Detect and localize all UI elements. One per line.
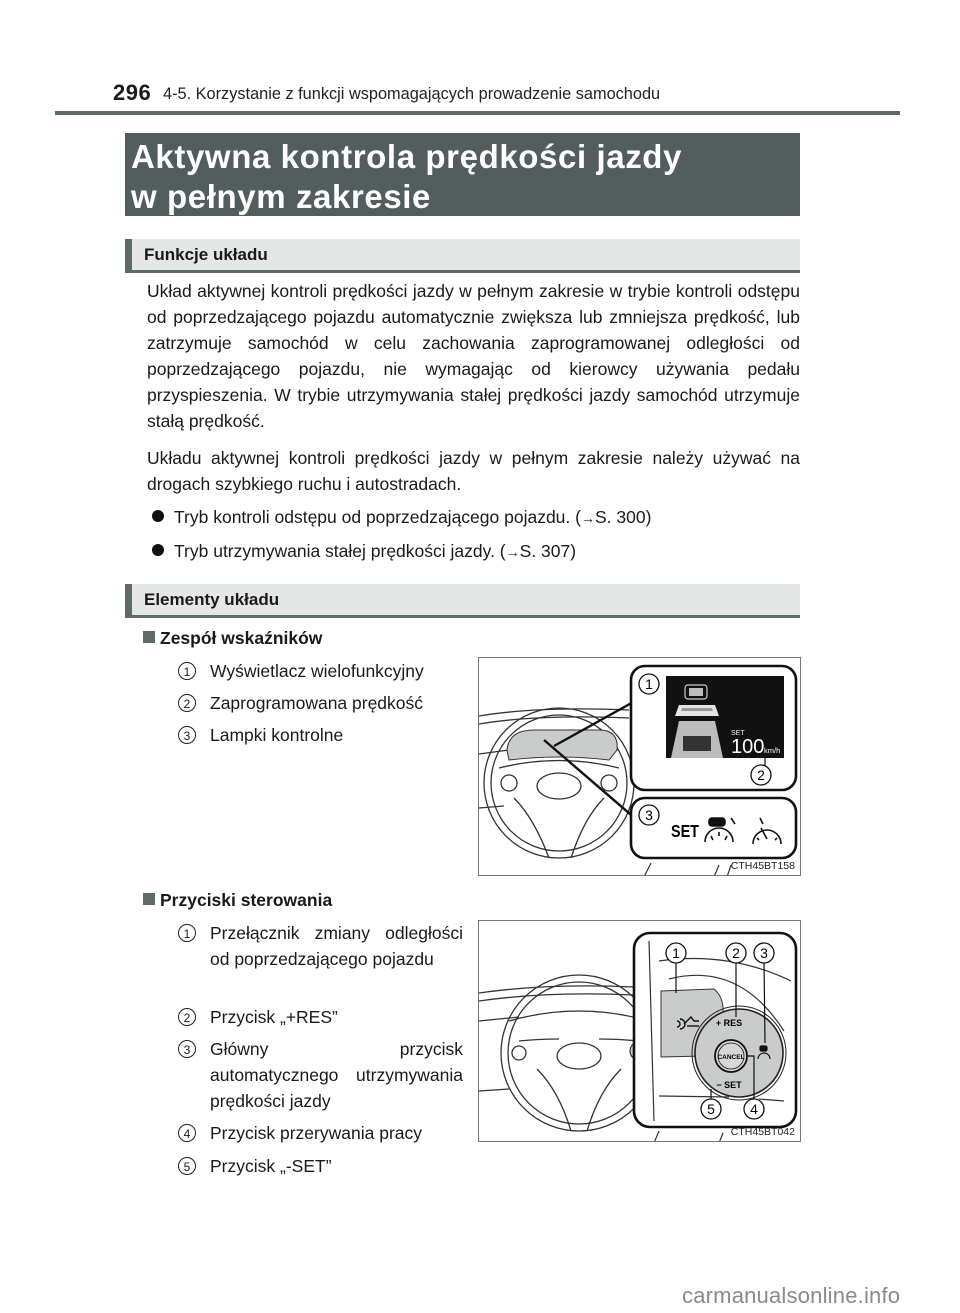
bullet-item (152, 504, 651, 531)
list-item (178, 658, 463, 684)
circled-number-icon: 3 (178, 726, 196, 744)
arrow-right-icon: → (505, 544, 520, 560)
page-title-line-2: w pełnym zakresie (131, 178, 432, 215)
section-heading-elementy (125, 584, 800, 618)
figure-code: CTH45BT042 (730, 1126, 795, 1138)
paragraph-usage: Układu aktywnej kontroli prędkości jazdy w pełnym zakresie należy używać na drogach szybkiego ruchu i autostradach. (147, 448, 800, 494)
subheading-label: Zespół wskaźników (160, 628, 323, 648)
callout-number: 2 (757, 767, 765, 783)
bullet-item (152, 538, 576, 565)
item-label: Przycisk przerywania pracy (210, 1123, 422, 1143)
running-title: 4-5. Korzystanie z funkcji wspomagających prowadzenie samochodu (163, 84, 661, 103)
subheading-control-buttons (143, 890, 332, 911)
steering-wheel-cluster-illustration (479, 658, 801, 876)
subheading-label: Przyciski sterowania (160, 890, 333, 910)
page-header (0, 0, 960, 116)
display-set-speed: 100 (731, 736, 765, 758)
item-label: Główny przycisk automatycznego utrzymywania prędkości jazdy (210, 1039, 463, 1111)
subheading-instrument-cluster (143, 628, 322, 649)
page-reference-link[interactable]: S. 300) (594, 507, 652, 527)
item-label: Lampki kontrolne (210, 725, 344, 745)
circled-number-icon: 1 (178, 662, 196, 680)
callout-number: 3 (760, 945, 768, 961)
list-item (178, 1004, 463, 1030)
item-label: Wyświetlacz wielofunkcyjny (210, 661, 424, 681)
item-label: Przycisk „-SET” (210, 1156, 332, 1176)
list-item (178, 1120, 463, 1146)
square-bullet-icon (143, 893, 155, 905)
watermark: carmanualsonline.info (682, 1283, 901, 1308)
circled-number-icon: 5 (178, 1157, 196, 1175)
callout-number: 1 (645, 676, 653, 692)
figure-control-buttons (478, 920, 801, 1142)
square-bullet-icon (143, 631, 155, 643)
display-speed-unit: km/h (764, 746, 781, 755)
cancel-button-label[interactable]: CANCEL (717, 1054, 745, 1061)
bullet-dot-icon (152, 544, 164, 556)
item-label: Zaprogramowana prędkość (210, 693, 424, 713)
list-item (178, 1036, 463, 1114)
page-title-line-1: Aktywna kontrola prędkości jazdy (131, 138, 683, 175)
page-reference-link[interactable]: S. 307) (519, 541, 577, 561)
page-number: 296 (113, 80, 152, 105)
steering-wheel-buttons-illustration (479, 921, 801, 1142)
callout-number: 4 (750, 1101, 758, 1117)
paragraph-intro: Układ aktywnej kontroli prędkości jazdy w pełnym zakresie w trybie kontroli odstępu od poprzedzającego pojazdu automatycznie zwiększa lub zmniejsza prędkość, lub zatrzymuje samochód w celu zachowania zaprogramowanej odległości od poprzedzającego pojazdu, nie wymagając od kierowcy używania pedału przyspieszenia. W trybie utrzymywania stałej prędkości jazdy samochód utrzymuje stałą prędkość. (147, 281, 800, 431)
callout-number: 3 (645, 807, 653, 823)
circled-number-icon: 3 (178, 1040, 196, 1058)
list-item (178, 920, 463, 972)
callout-number: 2 (732, 945, 740, 961)
item-label: Przełącznik zmiany odległości od poprzedzającego pojazdu (210, 923, 463, 969)
circled-number-icon: 2 (178, 694, 196, 712)
header-rule (55, 111, 900, 115)
list-item (178, 690, 463, 716)
arrow-right-icon: → (580, 510, 595, 526)
bullet-text: Tryb utrzymywania stałej prędkości jazdy. ( (174, 541, 506, 561)
section-heading-funkcje (125, 239, 800, 273)
item-label: Przycisk „+RES” (210, 1007, 338, 1027)
circled-number-icon: 1 (178, 924, 196, 942)
list-item (178, 1153, 463, 1179)
set-button-label[interactable]: − SET (716, 1080, 742, 1090)
bullet-text: Tryb kontroli odstępu od poprzedzającego pojazdu. ( (174, 507, 581, 527)
callout-number: 1 (672, 945, 680, 961)
callout-number: 5 (707, 1101, 715, 1117)
page-title (125, 133, 800, 216)
display-set-label: SET (731, 730, 745, 737)
res-button-label[interactable]: + RES (715, 1018, 743, 1028)
set-indicator-icon: SET (671, 821, 699, 842)
figure-code: CTH45BT158 (730, 860, 795, 872)
bullet-dot-icon (152, 510, 164, 522)
circled-number-icon: 4 (178, 1124, 196, 1142)
section-heading-label: Funkcje układu (144, 245, 268, 264)
circled-number-icon: 2 (178, 1008, 196, 1026)
figure-instrument-cluster (478, 657, 801, 876)
list-item (178, 722, 463, 748)
section-heading-label: Elementy układu (144, 590, 280, 609)
